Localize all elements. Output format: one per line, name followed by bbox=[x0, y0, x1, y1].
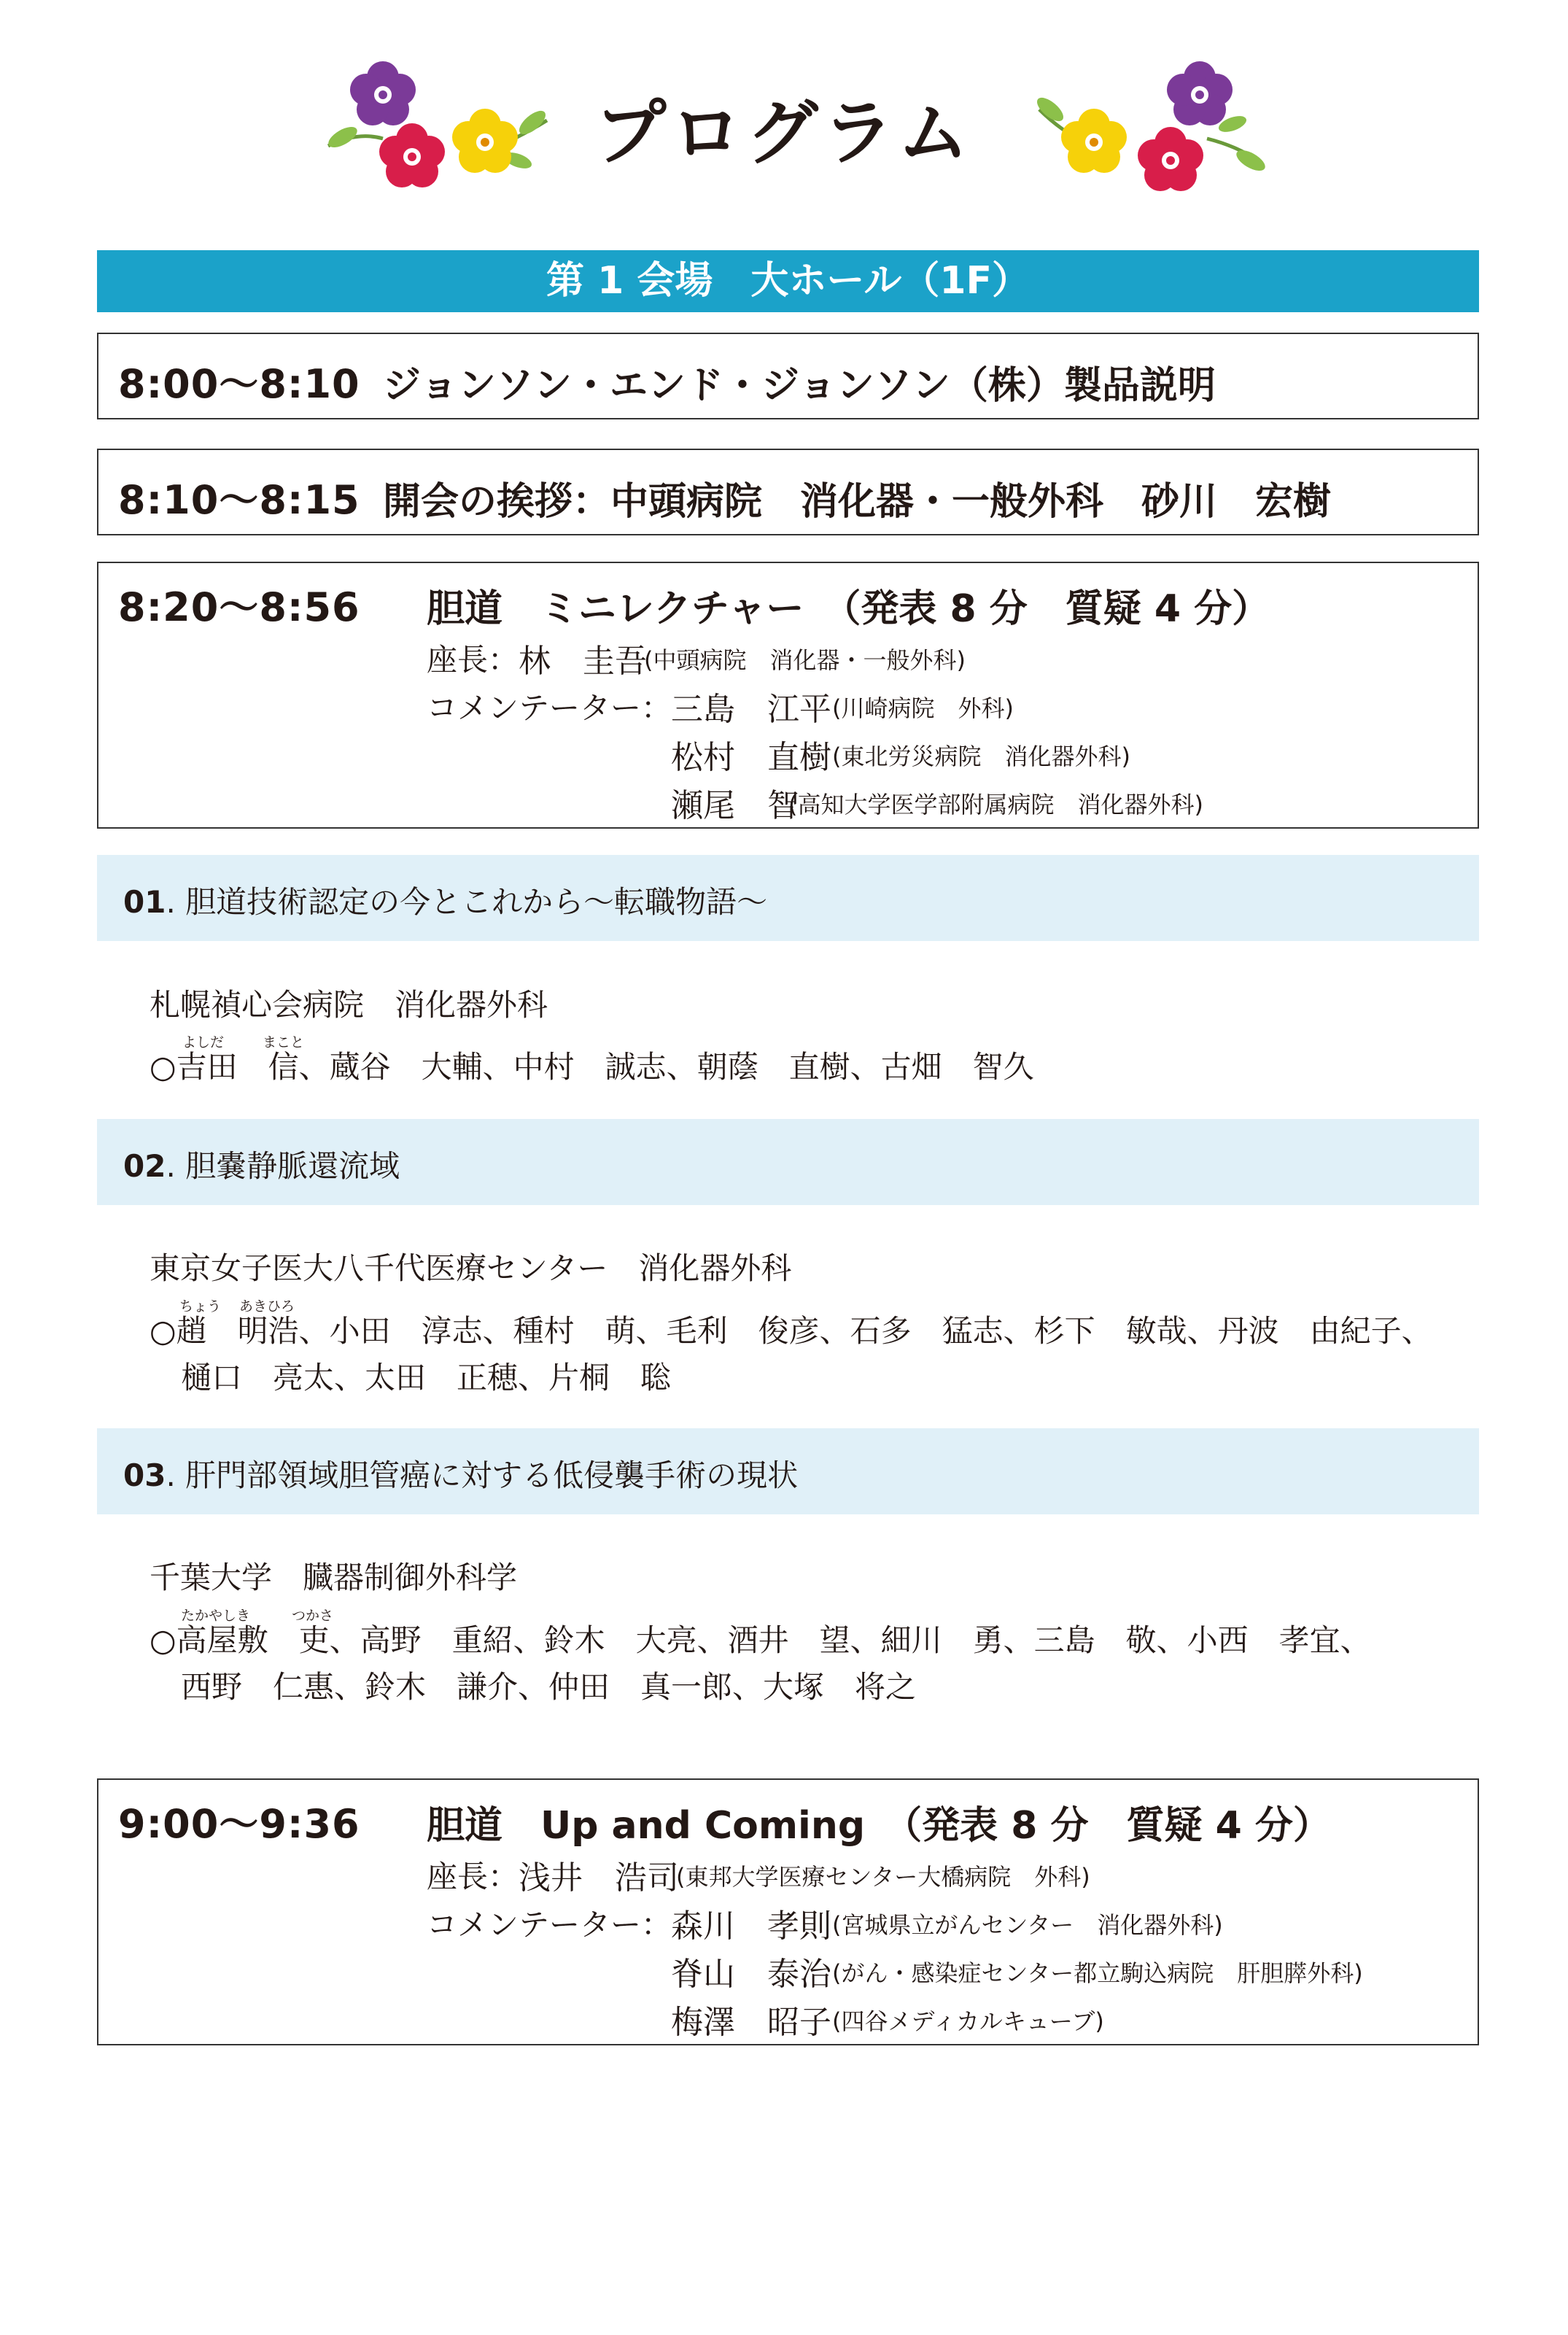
session-title: ジョンソン・エンド・ジョンソン（株）製品説明 bbox=[383, 364, 1216, 408]
abstract-institution: 千葉大学 臓器制御外科学 bbox=[150, 1560, 518, 1595]
abstract-title-row bbox=[123, 1142, 400, 1186]
abstract-header bbox=[97, 855, 1479, 941]
abstract-title-row bbox=[123, 878, 767, 922]
page-title: プログラム bbox=[594, 92, 974, 175]
venue-bar: 第 1 会場 大ホール（1F） bbox=[97, 250, 1479, 312]
abstract-title-row bbox=[123, 1452, 798, 1495]
abstract-authors: ○吉田 信、蔵谷 大輔、中村 誠志、朝蔭 直樹、古畑 智久 bbox=[150, 1049, 1034, 1085]
commentator-name: 三島 江平 bbox=[671, 691, 831, 728]
session-title: 開会の挨拶：中頭病院 消化器・一般外科 砂川 宏樹 bbox=[383, 480, 1332, 524]
chair-label: 座長： bbox=[427, 1859, 519, 1894]
abstract-number: 03 bbox=[123, 1457, 166, 1493]
session-time: 8:20〜8:56 bbox=[118, 584, 360, 630]
commentator-affiliation: (川崎病院 外科) bbox=[832, 694, 1014, 722]
commentator-label: コメンテーター： bbox=[427, 690, 672, 726]
abstract-title: . 肝門部領域胆管癌に対する低侵襲手術の現状 bbox=[166, 1457, 799, 1493]
session-box-up-and-coming bbox=[97, 1778, 1479, 2045]
commentator-name: 森川 孝則 bbox=[671, 1908, 831, 1945]
session-box-opening-product bbox=[97, 333, 1479, 419]
abstract-header bbox=[97, 1119, 1479, 1205]
chair-name: 林 圭吾 bbox=[519, 643, 647, 680]
session-title: 胆道 Up and Coming （発表 8 分 質疑 4 分） bbox=[427, 1804, 1331, 1848]
abstract-authors: ○高屋敷 吏、高野 重紹、鈴木 大亮、酒井 望、細川 勇、三島 敬、小西 孝宜、 bbox=[150, 1622, 1371, 1658]
abstract-header bbox=[97, 1428, 1479, 1514]
session-time: 9:00〜9:36 bbox=[118, 1801, 360, 1847]
abstract-title: . 胆道技術認定の今とこれから〜転職物語〜 bbox=[166, 884, 768, 920]
abstract-number: 01 bbox=[123, 884, 166, 920]
abstract-authors: 樋口 亮太、太田 正穂、片桐 聡 bbox=[181, 1360, 672, 1395]
abstract-number: 02 bbox=[123, 1148, 166, 1184]
abstract-institution: 東京女子医大八千代医療センター 消化器外科 bbox=[150, 1250, 792, 1286]
abstract-institution: 札幌禎心会病院 消化器外科 bbox=[150, 987, 548, 1023]
author-ruby: あきひろ bbox=[239, 1298, 295, 1314]
session-time: 8:10〜8:15 bbox=[118, 477, 360, 523]
commentator-affiliation: (がん・感染症センター都立駒込病院 肝胆膵外科) bbox=[832, 1959, 1363, 1987]
session-title: 胆道 ミニレクチャー （発表 8 分 質疑 4 分） bbox=[427, 587, 1270, 631]
session-box-opening-remarks bbox=[97, 449, 1479, 535]
chair-label: 座長： bbox=[427, 642, 519, 678]
abstract-authors: ○趙 明浩、小田 淳志、種村 萌、毛利 俊彦、石多 猛志、杉下 敏哉、丹波 由紀子、 bbox=[150, 1313, 1432, 1349]
commentator-affiliation: (東北労災病院 消化器外科) bbox=[832, 743, 1130, 770]
commentator-name: 瀬尾 智 bbox=[671, 787, 799, 824]
author-ruby: まこと bbox=[263, 1034, 305, 1050]
session-time: 8:00〜8:10 bbox=[118, 361, 360, 407]
abstract-authors: 西野 仁惠、鈴木 謙介、仲田 真一郎、大塚 将之 bbox=[181, 1669, 917, 1705]
session-box-mini-lecture bbox=[97, 562, 1479, 829]
commentator-label: コメンテーター： bbox=[427, 1907, 672, 1943]
commentator-affiliation: (四谷メディカルキューブ) bbox=[832, 2007, 1104, 2035]
commentator-affiliation: (高知大学医学部附属病院 消化器外科) bbox=[788, 791, 1203, 818]
author-ruby: よしだ bbox=[182, 1034, 225, 1050]
author-ruby: つかさ bbox=[292, 1608, 334, 1624]
abstract-title: . 胆嚢静脈還流域 bbox=[166, 1148, 400, 1184]
author-ruby: たかやしき bbox=[181, 1608, 251, 1624]
commentator-name: 松村 直樹 bbox=[671, 739, 831, 776]
author-ruby: ちょう bbox=[179, 1298, 222, 1314]
commentator-name: 脊山 泰治 bbox=[671, 1956, 831, 1993]
commentator-name: 梅澤 昭子 bbox=[671, 2004, 831, 2041]
chair-affiliation: (東邦大学医療センター大橋病院 外科) bbox=[676, 1863, 1090, 1891]
commentator-affiliation: (宮城県立がんセンター 消化器外科) bbox=[832, 1911, 1223, 1939]
chair-affiliation: (中頭病院 消化器・一般外科) bbox=[644, 646, 966, 674]
chair-name: 浅井 浩司 bbox=[519, 1859, 679, 1897]
